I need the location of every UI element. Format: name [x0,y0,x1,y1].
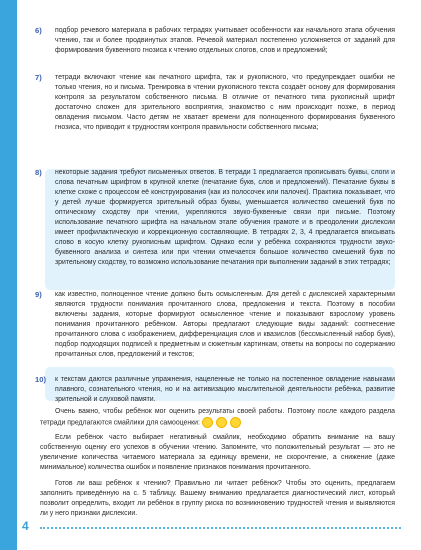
smiley-neutral-icon [216,417,227,428]
item-text: как известно, полноценное чтение должно быть осмысленным. Для детей с дислексией характерными являются трудности понимания прочитанного слова, предложения и текста. Поэтому в пособии включены задания, которые формируют осмысленное чтение и показывают взрослому уровень понимания прочитанного ребёнком. Авторы предлагают следующие виды заданий: соотнесение прочитанного слова с изображением, дифференциация слов и квазислов (бессмысленный набор букв), подбор подходящих подписей к предметным и сюжетным картинкам, ответы на вопросы по содержанию прочитанных слов, предложений и текстов; [55,291,395,358]
smiley-group [202,417,241,428]
item-number: 9) [35,290,42,299]
paragraph-readiness [40,479,395,519]
item-text: подбор речевого материала в рабочих тетрадях учитывает особенности как начального этапа обучения чтению, так и более продвинутых этапов. Речевой материал постепенно усложняется от заданий для формирования буквенного гнозиса к чтению отдельных слогов, слов и предложений; [55,27,395,54]
item-text: некоторые задания требуют письменных ответов. В тетради 1 предлагается прописывать буквы, слоги и слова печатным шрифтом в крупной клетке (печатание букв, слов и предложений). Печатание буквы в клетке схоже с процессом её конструирования (как из полосочек или палочек). Практика показывает, что у детей лучше формируется зрительный образ буквы, уменьшается количество смешений букв по оптическому сходству при чтении, укрепляются звуко-буквенные связи при письме. Поэтому использование печатного шрифта на начальном этапе обучения грамоте и в преодолении дислексии имеет профилактическую и коррекционную составляющие. В тетрадях 2, 3, 4 предлагается вписывать слово в косую клетку рукописным шрифтом. Однако если у ребёнка сохраняются трудности звуко-буквенного анализа и синтеза или при чтении отмечается большое количество смешений букв по зрительному сходству, то возможно использование печатания при выполнении заданий в этих тетрадях; [55,169,395,266]
paragraph-text: Очень важно, чтобы ребёнок мог оценить результаты своей работы. Поэтому после каждого раздела тетради предлагаются смайлики для самооценки: [40,408,395,427]
list-item [35,73,395,165]
smiley-sad-icon [230,417,241,428]
item-text: к текстам даются различные упражнения, нацеленные не только на постепенное овладение навыками плавного, сознательного чтения, но и на активизацию мыслительной деятельности ребёнка, развитие зрительной и слуховой памяти. [55,376,395,403]
dotted-footer-line [40,527,401,529]
paragraph-self-assessment [40,407,395,428]
numbered-list [35,26,395,410]
paragraph-text: Если ребёнок часто выбирает негативный смайлик, необходимо обратить внимание на вашу собственную оценку его успехов в обучении чтению. Запомните, что положительный результат — это не увеличение количества читаемого материала за единицу времени, не скорочтение, а снижение (даже минимальное) количества ошибок и появление признаков понимания прочитанного. [40,434,395,471]
item-number: 7) [35,73,42,82]
page-number: 4 [22,519,29,533]
left-accent-bar [0,0,17,550]
item-number: 10) [35,375,46,384]
list-item [35,290,395,372]
list-item [35,168,395,287]
paragraph-text: Готов ли ваш ребёнок к чтению? Правильно ли читает ребёнок? Чтобы это оценить, предлагаем заполнить приведённую на с. 5 таблицу. Вашему вниманию предлагается диагностический лист, который позволит определить, входит ли ребёнок в группу риска по возникновению трудностей чтения и выявляются ли у него признаки дислексии. [40,480,395,517]
paragraph-negative-smiley [40,433,395,473]
list-item [35,26,395,70]
list-item [35,375,395,407]
item-number: 8) [35,168,42,177]
item-text: тетради включают чтение как печатного шрифта, так и рукописного, что предупреждает ошибки не только чтения, но и письма. Тренировка в чтении рукописного текста создаёт основу для формирования контроля за результатом собственного письма. В отличие от печатного типа рукописный шрифт достаточно сложен для зрительного восприятия, знакомство с ним происходит позже, в период овладения письмом. Часто детям не хватает времени для полноценного формирования буквенного гнозиса, что приводит к трудностям контроля правильности собственного письма; [55,74,395,131]
smiley-happy-icon [202,417,213,428]
item-number: 6) [35,26,42,35]
